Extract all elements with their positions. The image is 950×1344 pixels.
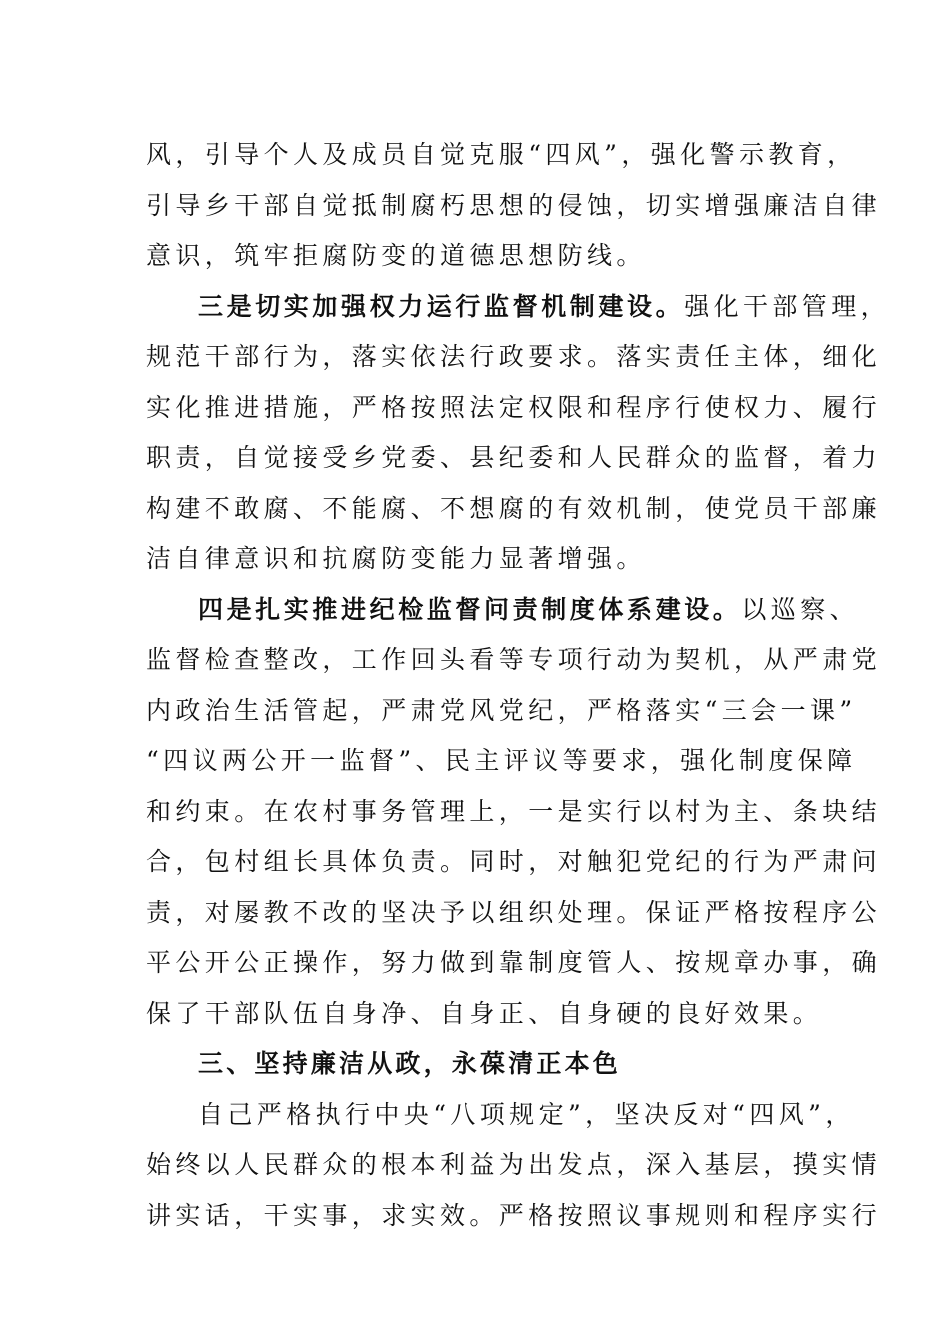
text-line: 平公开公正操作，努力做到靠制度管人、按规章办事，确 [146,948,882,977]
paragraph-lead: 四是扎实推进纪检监督问责制度体系建设。 [198,594,742,624]
text-line: 讲实话，干实事，求实效。严格按照议事规则和程序实行 [146,1200,882,1230]
text-line: 构建不敢腐、不能腐、不想腐的有效机制，使党员干部廉 [146,493,882,523]
text-line: 合，包村组长具体负责。同时，对触犯党纪的行为严肃问 [146,847,882,876]
paragraph-lead-rest: 强化干部管理， [684,291,891,321]
text-line: 实化推进措施，严格按照法定权限和程序行使权力、履行 [146,392,882,422]
paragraph-first-line [146,585,860,636]
text-line: 责，对屡教不改的坚决予以组织处理。保证严格按程序公 [146,897,882,927]
section-heading: 三、坚持廉洁从政，永葆清正本色 [198,1049,622,1078]
text-line: 职责，自觉接受乡党委、县纪委和人民群众的监督，着力 [146,443,882,472]
text-line: 规范干部行为，落实依法行政要求。落实责任主体，细化 [146,342,882,371]
text-line: “四议两公开一监督”、民主评议等要求，强化制度保障 [146,746,857,775]
document-page [146,130,891,1241]
paragraph-lead-rest: 以巡察、 [741,594,860,624]
text-line: 意识，筑牢拒腐防变的道德思想防线。 [146,241,646,270]
text-line: 内政治生活管起，严肃党风党纪，严格落实“三会一课” [146,695,857,725]
text-line: 引导乡干部自觉抵制腐朽思想的侵蚀，切实增强廉洁自律 [146,190,882,220]
text-line: 洁自律意识和抗腐防变能力显著增强。 [146,544,646,573]
text-line: 监督检查整改，工作回头看等专项行动为契机，从严肃党 [146,645,882,674]
text-line: 和约束。在农村事务管理上，一是实行以村为主、条块结 [146,796,882,826]
paragraph-lead: 三是切实加强权力运行监督机制建设。 [198,291,685,321]
paragraph-first-line: 自己严格执行中央“八项规定”，坚决反对“四风”， [198,1099,855,1129]
text-line: 始终以人民群众的根本利益为出发点，深入基层，摸实情 [146,1150,882,1179]
paragraph-first-line [146,282,891,333]
text-line: 保了干部队伍自身净、自身正、自身硬的良好效果。 [146,998,823,1028]
text-line: 风，引导个人及成员自觉克服“四风”，强化警示教育， [146,140,857,169]
